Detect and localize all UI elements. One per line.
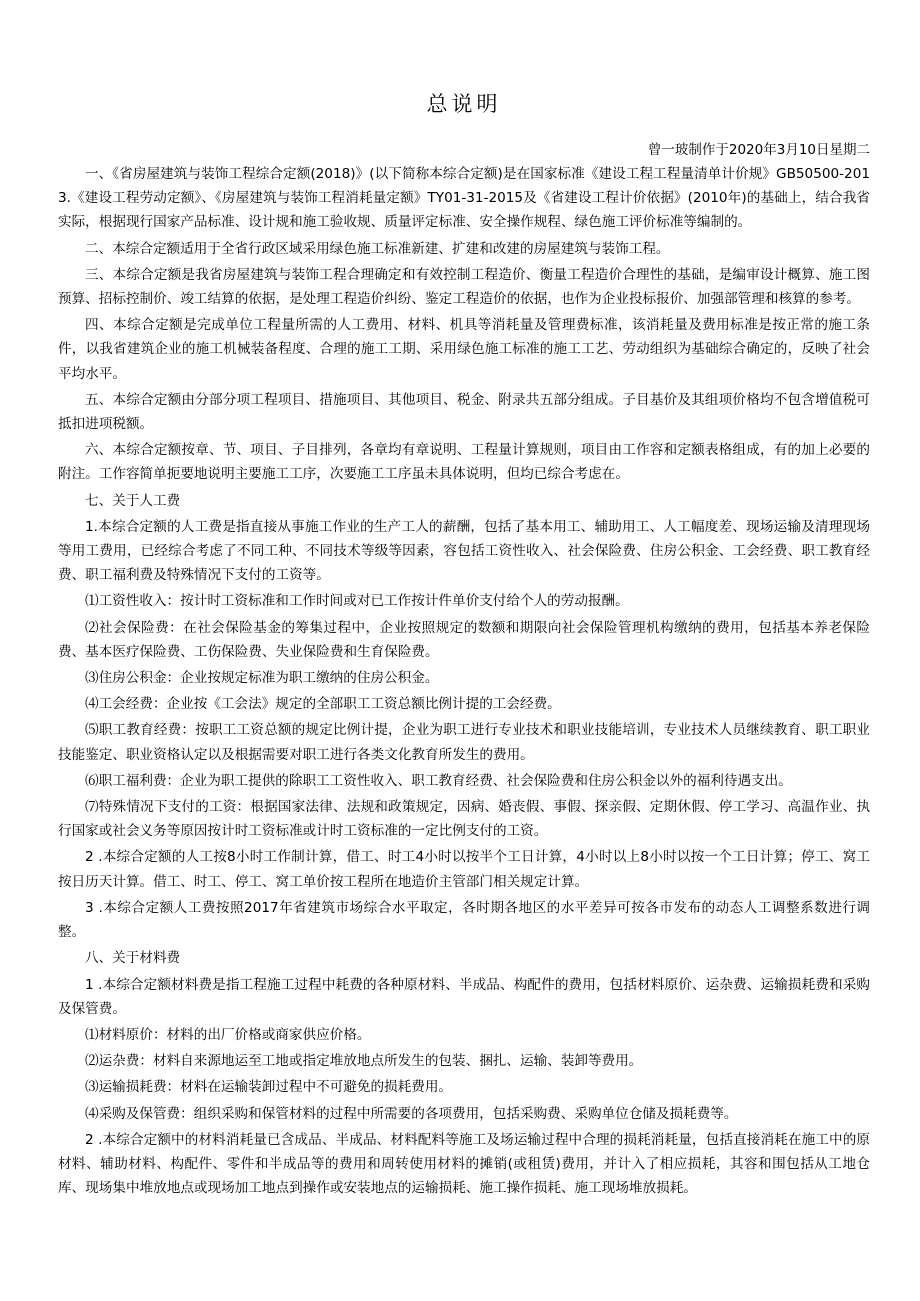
paragraph-materials-1: 1 .本综合定额材料费是指工程施工过程中耗费的各种原材料、半成品、构配件的费用，包括材料原价、运杂费、运输损耗费和采购及保管费。 xyxy=(58,976,870,1017)
paragraph-labor-1-3: ⑶住房公积金：企业按规定标准为职工缴纳的住房公积金。 xyxy=(85,670,439,687)
paragraph-materials-1-1: ⑴材料原价：材料的出厂价格或商家供应价格。 xyxy=(85,1026,371,1043)
paragraph-materials-1-4: ⑷采购及保管费：组织采购和保管材料的过程中所需要的各项费用，包括采购费、采购单位仓储及损耗费等。 xyxy=(85,1105,738,1122)
paragraph-labor-1: 1.本综合定额的人工费是指直接从事施工作业的生产工人的薪酬，包括了基本用工、辅助用工、人工幅度差、现场运输及清理现场等用工费用，已经综合考虑了不同工种、不同技术等级等因素，容包括工资性收入、社会保险费、住房公积金、工会经费、职工教育经费、职工福利费及特殊情况下支付的工资等。 xyxy=(58,518,870,584)
paragraph-6: 六、本综合定额按章、节、项目、子目排列，各章均有章说明、工程量计算规则，项目由工作容和定额表格组成，有的加上必要的附注。工作容简单扼要地说明主要施工工序，次要施工工序虽未具体说明，但均已综合考虑在。 xyxy=(58,442,870,483)
paragraph-materials-1-2: ⑵运杂费：材料自来源地运至工地或指定堆放地点所发生的包装、捆扎、运输、装卸等费用。 xyxy=(85,1053,643,1070)
paragraph-materials-2: 2 .本综合定额中的材料消耗量已含成品、半成品、材料配料等施工及场运输过程中合理的损耗消耗量，包括直接消耗在施工中的原材料、辅助材料、构配件、零件和半成品等的费用和周转使用材料的摊销(或租赁)费用，并计入了相应损耗，其容和围包括从工地仓库、现场集中堆放地点或现场加工地点到操作或安装地点的运输损耗、施工操作损耗、施工现场堆放损耗。 xyxy=(58,1131,870,1197)
paragraph-materials-1-3: ⑶运输损耗费：材料在运输装卸过程中不可避免的损耗费用。 xyxy=(85,1079,453,1096)
paragraph-labor-1-1: ⑴工资性收入：按计时工资标准和工作时间或对已工作按计件单价支付给个人的劳动报酬。 xyxy=(85,593,629,610)
paragraph-labor-1-7: ⑺特殊情况下支付的工资：根据国家法律、法规和政策规定，因病、婚丧假、事假、探亲假、定期休假、停工学习、高温作业、执行国家或社会义务等原因按计时工资标准或计时工资标准的一定比例支付的工资。 xyxy=(58,799,870,840)
paragraph-1: 一、《省房屋建筑与装饰工程综合定额(2018)》(以下简称本综合定额)是在国家标准《建设工程工程量清单计价规》GB50500-2013.《建设工程劳动定额》、《房屋建筑与装饰工程消耗量定额》TY01-31-2015及《省建设工程计价依据》(2010年)的基础上，结合我省实际，根据现行国家产品标准、设计规和施工验收规、质量评定标准、安全操作规程、绿色施工评价标准等编制的。 xyxy=(58,166,870,231)
paragraph-5: 五、本综合定额由分部分项工程项目、措施项目、其他项目、税金、附录共五部分组成。子目基价及其组项价格均不包含增值税可抵扣进项税额。 xyxy=(58,391,870,433)
paragraph-labor-3: 3 .本综合定额人工费按照2017年省建筑市场综合水平取定，各时期各地区的水平差异可按各市发布的动态人工调整系数进行调整。 xyxy=(58,899,870,941)
document-page xyxy=(58,80,870,1200)
section-heading-materials: 八、关于材料费 xyxy=(85,950,181,967)
paragraph-4: 四、本综合定额是完成单位工程量所需的人工费用、材料、机具等消耗量及管理费标准，该消耗量及费用标准是按正常的施工条件，以我省建筑企业的施工机械装备程度、合理的施工工期、采用绿色施工标准的施工工艺、劳动组织为基础综合确定的，反映了社会平均水平。 xyxy=(58,317,870,382)
paragraph-labor-1-5: ⑸职工教育经费：按职工工资总额的规定比例计提，企业为职工进行专业技术和职业技能培训，专业技术人员继续教育、职工职业技能鉴定、职业资格认定以及根据需要对职工进行各类文化教育所发生的费用。 xyxy=(58,722,870,763)
paragraph-labor-1-2: ⑵社会保险费：在社会保险基金的筹集过程中，企业按照规定的数额和期限向社会保险管理机构缴纳的费用，包括基本养老保险费、基本医疗保险费、工伤保险费、失业保险费和生育保险费。 xyxy=(58,619,870,660)
page-title: 总说明 xyxy=(426,92,502,116)
section-heading-labor: 七、关于人工费 xyxy=(85,492,181,509)
paragraph-2: 二、本综合定额适用于全省行政区域采用绿色施工标准新建、扩建和改建的房屋建筑与装饰工程。 xyxy=(85,240,670,257)
author-line: 曾一玻制作于2020年3月10日星期二 xyxy=(647,142,870,158)
paragraph-labor-2: 2 .本综合定额的人工按8小时工作制计算，借工、时工4小时以按半个工日计算，4小时以上8小时以按一个工日计算；停工、窝工按日历天计算。借工、时工、停工、窝工单价按工程所在地造价主管部门相关规定计算。 xyxy=(58,849,870,890)
paragraph-3: 三、本综合定额是我省房屋建筑与装饰工程合理确定和有效控制工程造价、衡量工程造价合理性的基础，是编审设计概算、施工图预算、招标控制价、竣工结算的依据，是处理工程造价纠纷、鉴定工程造价的依据，也作为企业投标报价、加强部管理和核算的参考。 xyxy=(58,266,870,308)
paragraph-labor-1-4: ⑷工会经费：企业按《工会法》规定的全部职工工资总额比例计提的工会经费。 xyxy=(85,696,561,713)
paragraph-labor-1-6: ⑹职工福利费：企业为职工提供的除职工工资性收入、职工教育经费、社会保险费和住房公积金以外的福利待遇支出。 xyxy=(85,772,792,789)
